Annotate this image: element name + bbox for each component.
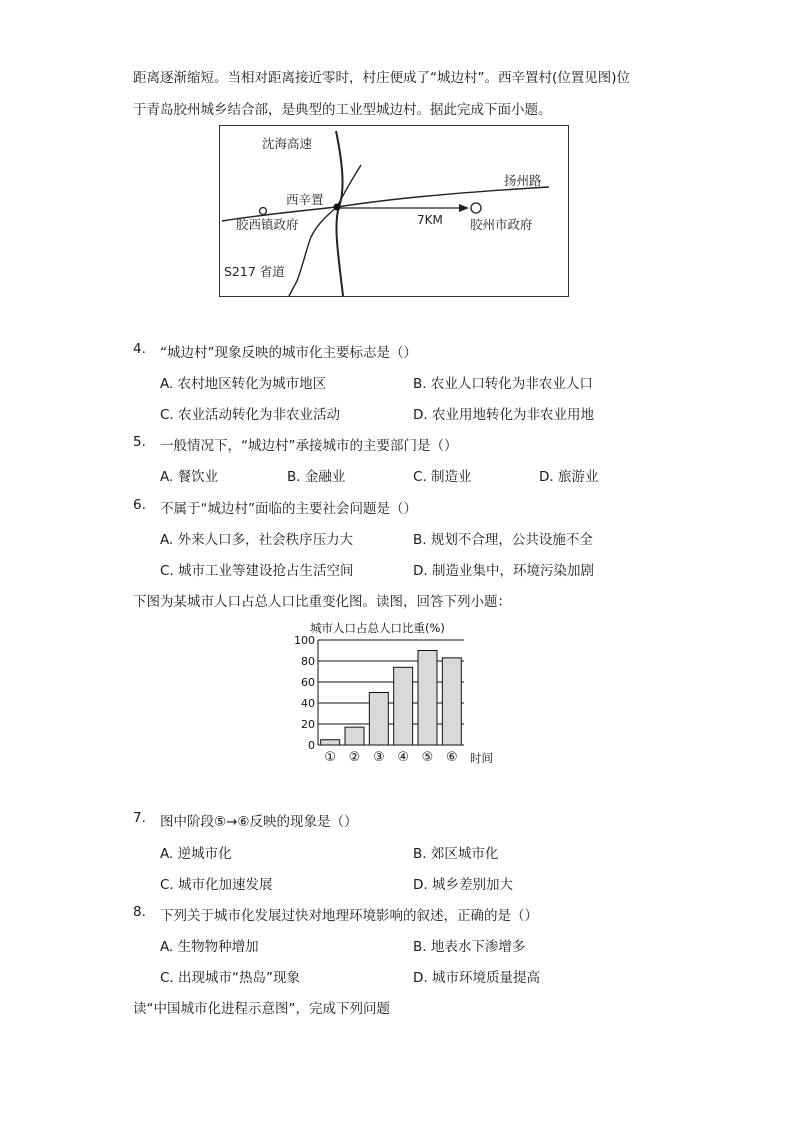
- label-jiaoxi: 胶西镇政府: [236, 217, 299, 232]
- q8-option-a[interactable]: A. 生物物种增加: [160, 939, 259, 955]
- location-map: [219, 125, 569, 297]
- q4-option-b[interactable]: B. 农业人口转化为非农业人口: [413, 376, 593, 392]
- bar-4: [394, 667, 413, 745]
- jiaozhou-point: [471, 203, 481, 213]
- question-4-number: 4.: [133, 341, 146, 357]
- question-6-text: 不属于“城边村”面临的主要社会问题是（）: [160, 501, 417, 517]
- q6-option-d[interactable]: D. 制造业集中，环境污染加剧: [413, 563, 594, 579]
- q7-option-c[interactable]: C. 城市化加速发展: [160, 877, 273, 893]
- bar-3: [369, 693, 388, 746]
- chart-title: 城市人口占总人口比重(%): [310, 621, 445, 635]
- question-7-text: 图中阶段⑤→⑥反映的现象是（）: [160, 814, 358, 830]
- q6-option-c[interactable]: C. 城市工业等建设抢占生活空间: [160, 563, 354, 579]
- intro-line-2: 于青岛胶州城乡结合部，是典型的工业型城边村。据此完成下面小题。: [133, 102, 552, 118]
- x-tick-label: ⑤: [421, 750, 434, 765]
- jiaoxi-point: [260, 208, 267, 215]
- y-tick-label: 40: [301, 697, 315, 710]
- question-7-number: 7.: [133, 810, 146, 826]
- q7-option-d[interactable]: D. 城乡差别加大: [413, 877, 513, 893]
- label-jiaozhou: 胶州市政府: [470, 217, 533, 232]
- label-distance: 7KM: [417, 213, 443, 227]
- q6-option-a[interactable]: A. 外来人口多，社会秩序压力大: [160, 532, 354, 548]
- label-shenhai-highway: 沈海高速: [262, 136, 313, 151]
- x-tick-label: ④: [397, 750, 409, 765]
- question-5-number: 5.: [133, 434, 146, 450]
- q7-option-b[interactable]: B. 郊区城市化: [413, 846, 499, 862]
- x-tick-label: ⑥: [446, 750, 458, 765]
- final-instruction: 读“中国城市化进程示意图”，完成下列问题: [133, 1001, 390, 1017]
- bar-1: [321, 740, 340, 745]
- q6-option-b[interactable]: B. 规划不合理，公共设施不全: [413, 532, 593, 548]
- q4-option-a[interactable]: A. 农村地区转化为城市地区: [160, 376, 327, 392]
- q5-option-d[interactable]: D. 旅游业: [539, 469, 599, 485]
- question-8-text: 下列关于城市化发展过快对地理环境影响的叙述，正确的是（）: [160, 908, 538, 924]
- q5-option-c[interactable]: C. 制造业: [413, 469, 472, 485]
- bar-2: [345, 727, 364, 745]
- bar-5: [418, 651, 437, 746]
- bar-6: [442, 658, 461, 745]
- question-6-number: 6.: [133, 497, 146, 513]
- chart-x-label: 时间: [470, 751, 493, 765]
- q8-option-d[interactable]: D. 城市环境质量提高: [413, 970, 540, 986]
- label-xixinzhi: 西辛置: [286, 192, 324, 207]
- question-5-text: 一般情况下，“城边村”承接城市的主要部门是（）: [160, 438, 458, 454]
- label-s217: S217 省道: [224, 264, 285, 279]
- y-tick-label: 80: [301, 655, 315, 668]
- question-8-number: 8.: [133, 904, 146, 920]
- x-tick-label: ①: [324, 750, 336, 765]
- q4-option-c[interactable]: C. 农业活动转化为非农业活动: [160, 407, 341, 423]
- x-tick-label: ③: [373, 750, 385, 765]
- q8-option-b[interactable]: B. 地表水下渗增多: [413, 939, 526, 955]
- xixinzhi-point: [334, 204, 341, 211]
- y-tick-label: 100: [294, 634, 315, 647]
- y-tick-label: 20: [301, 718, 315, 731]
- intro-line-1: 距离逐渐缩短。当相对距离接近零时，村庄便成了“城边村”。西辛置村(位置见图)位: [133, 70, 631, 86]
- q7-option-a[interactable]: A. 逆城市化: [160, 846, 232, 862]
- q5-option-a[interactable]: A. 餐饮业: [160, 469, 219, 485]
- label-yangzhou-road: 扬州路: [504, 173, 542, 188]
- urban-population-chart: [288, 614, 508, 770]
- q4-option-d[interactable]: D. 农业用地转化为非农业用地: [413, 407, 594, 423]
- question-4-text: “城边村”现象反映的城市化主要标志是（）: [160, 345, 417, 361]
- q8-option-c[interactable]: C. 出现城市“热岛”现象: [160, 970, 300, 986]
- y-tick-label: 0: [308, 739, 315, 752]
- y-tick-label: 60: [301, 676, 315, 689]
- q5-option-b[interactable]: B. 金融业: [287, 469, 346, 485]
- x-tick-label: ②: [348, 750, 361, 765]
- chart-intro: 下图为某城市人口占总人口比重变化图。读图，回答下列小题：: [133, 594, 511, 610]
